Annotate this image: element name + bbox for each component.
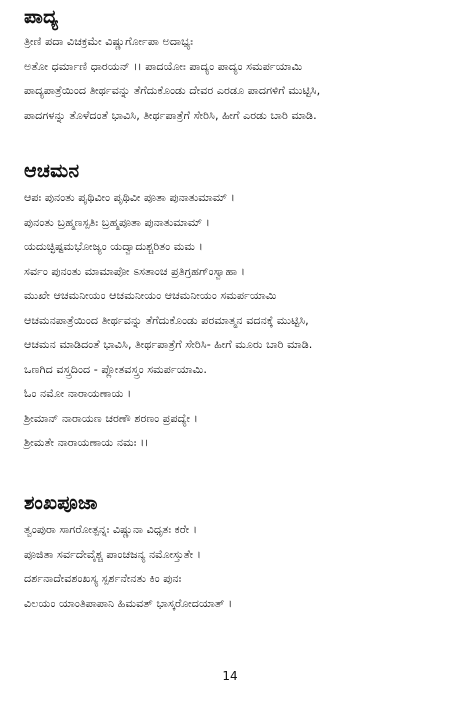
section-achamana [24,160,434,456]
verse-line: ತ್ರೀಣಿ ಪದಾ ವಿಚಕ್ರಮೇ ವಿಷ್ಣುರ್ಗೋಪಾ ಅದಾಭ್ಯಃ [24,35,194,48]
instruction-line: ಒಣಗಿದ ವಸ್ತ್ರದಿಂದ - ಪ್ಲೋತವಸ್ತ್ರಂ ಸಮರ್ಪಯಾಮಿ. [24,362,207,376]
instruction-line: ಪಾದಗಳನ್ನು ತೊಳೆದಂತೆ ಭಾವಿಸಿ, ತೀರ್ಥಪಾತ್ರೆಗೆ ಸೇರಿಸಿ, ಹೀಗೆ ಎರಡು ಬಾರಿ ಮಾಡಿ. [24,108,317,122]
verse-line: ತ್ವಂಪುರಾ ಸಾಗರೋತ್ಪನ್ನಃ ವಿಷ್ಣುನಾ ವಿಧೃತಃ ಕರೇ । [24,523,198,536]
verse-line: ಸರ್ವಂ ಪುನಂತು ಮಾಮಾಪೋ ಽಸತಾಂಚ ಪ್ರತಿಗ್ರಹಗ್ಂಸ್ವಾಹಾ । [24,264,245,278]
instruction-line: ಪಾದ್ಯಪಾತ್ರೆಯಿಂದ ತೀರ್ಥವನ್ನು ತೆಗೆದುಕೊಂಡು ದೇವರ ಎರಡೂ ಪಾದಗಳಿಗೆ ಮುಟ್ಟಿಸಿ, [24,84,321,97]
verse-line: ಅತೋ ಧರ್ಮಾಣಿ ಧಾರಯನ್ ।। ಪಾದಯೋಃ ಪಾದ್ಯಂ ಪಾದ್ಯಂ ಸಮರ್ಪಯಾಮಿ [24,59,303,73]
section-padya [24,6,434,128]
verse-line: ಆಪಃ ಪುನಂತು ಪೃಥಿವೀಂ ಪೃಥಿವೀ ಪೂತಾ ಪುನಾತುಮಾಮ್ । [24,191,235,204]
section-heading-padya: ಪಾದ್ಯ [24,6,59,28]
section-heading-achamana: ಆಚಮನ [24,160,80,182]
verse-line: ಯದುಚ್ಛಿಷ್ಟಮಭೋಜ್ಯಂ ಯದ್ವಾದುಶ್ಚರಿತಂ ಮಮ । [24,240,203,253]
verse-line: ಓಂ ನಮೋ ನಾರಾಯಣಾಯ । [24,387,132,400]
verse-line: ಶ್ರೀಮಾನ್ ನಾರಾಯಣ ಚರಣೌ ಶರಣಂ ಪ್ರಪದ್ಯೇ । [24,411,198,425]
page-number: 14 [222,669,238,683]
instruction-line: ಆಚಮನಪಾತ್ರೆಯಿಂದ ತೀರ್ಥವನ್ನು ತೆಗೆದುಕೊಂಡು ಪರಮಾತ್ಮನ ವದನಕ್ಕೆ ಮುಟ್ಟಿಸಿ, [24,313,309,327]
verse-line: ಪೂಜಿತಾ ಸರ್ವದೇವೈಶ್ಚ ಪಾಂಚಜನ್ಯ ನಮೋಸ್ತುತೇ । [24,547,202,561]
section-shankhapuja [24,492,434,616]
section-heading-shankhapuja: ಶಂಖಪೂಜಾ [24,492,98,514]
verse-line: ವಿಲಯಂ ಯಾಂತಿಪಾಪಾನಿ ಹಿಮವತ್ ಭಾಸ್ಕರೋದಯಾತ್ । [24,596,233,610]
instruction-line: ಆಚಮನ ಮಾಡಿದಂತೆ ಭಾವಿಸಿ, ತೀರ್ಥಪಾತ್ರೆಗೆ ಸೇರಿಸಿ- ಹೀಗೆ ಮೂರು ಬಾರಿ ಮಾಡಿ. [24,338,313,351]
verse-line: ಪುನಂತು ಬ್ರಹ್ಮಣಸ್ಪತಿಃ ಬ್ರಹ್ಮಪೂತಾ ಪುನಾತುಮಾಮ್ । [24,215,210,229]
verse-line: ಮುಖೇ ಆಚಮನೀಯಂ ಆಚಮನೀಯಂ ಆಚಮನೀಯಂ ಸಮರ್ಪಯಾಮಿ [24,289,277,302]
verse-line: ದರ್ಶನಾದೇವಶಂಖಸ್ಯ ಸ್ಪರ್ಶನೇನತು ಕಿಂ ಪುನಃ [24,572,182,585]
verse-line: ಶ್ರೀಮತೇ ನಾರಾಯಣಾಯ ನಮಃ ।। [24,436,149,449]
